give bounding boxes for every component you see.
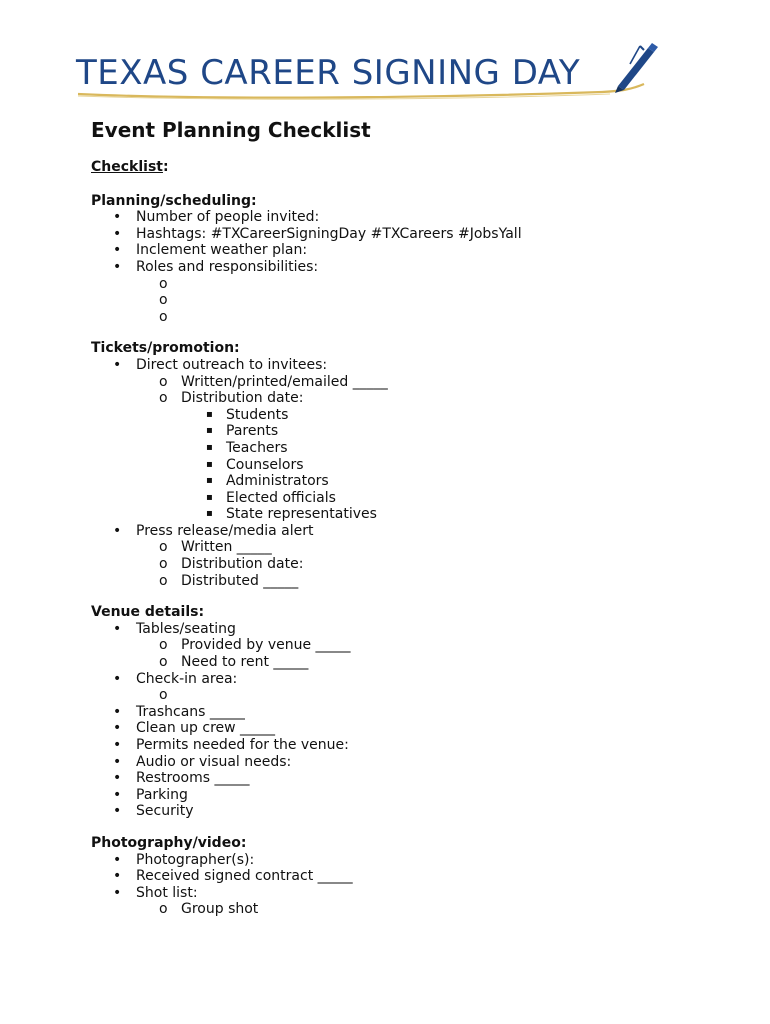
checklist-level-2 bbox=[136, 637, 731, 670]
circle-marker: o bbox=[159, 901, 168, 918]
texas-career-signing-day-logo bbox=[70, 40, 660, 102]
section-title: Tickets/promotion: bbox=[91, 340, 240, 357]
bullet-marker: • bbox=[113, 703, 122, 720]
checklist-item-text: Elected officials bbox=[226, 489, 336, 506]
checklist-item-text: Distributed _____ bbox=[181, 572, 299, 589]
checklist-item-text: Parking bbox=[136, 786, 188, 803]
square-marker: ▪ bbox=[206, 425, 213, 437]
checklist-item-text: Need to rent _____ bbox=[181, 654, 309, 671]
pen-icon bbox=[615, 43, 658, 93]
section-title: Planning/scheduling: bbox=[91, 192, 257, 209]
checklist-label: Checklist bbox=[91, 159, 163, 175]
square-marker: ▪ bbox=[206, 441, 213, 453]
checklist-item bbox=[91, 490, 731, 507]
checklist-item-text: Counselors bbox=[226, 456, 304, 473]
checklist-heading bbox=[91, 159, 731, 176]
checklist-item bbox=[91, 787, 731, 804]
checklist-item bbox=[91, 754, 731, 771]
checklist-item-text: Shot list: bbox=[136, 884, 198, 901]
bullet-marker: • bbox=[113, 786, 122, 803]
bullet-marker: • bbox=[113, 884, 122, 901]
checklist-section bbox=[91, 835, 731, 918]
checklist-item bbox=[91, 621, 731, 671]
circle-marker: o bbox=[159, 292, 168, 309]
checklist-item bbox=[91, 868, 731, 885]
checklist-item-text: Parents bbox=[226, 423, 279, 440]
checklist-item bbox=[91, 770, 731, 787]
checklist-item bbox=[91, 803, 731, 820]
checklist-level-1 bbox=[91, 357, 731, 589]
checklist-item-text bbox=[181, 687, 731, 704]
circle-marker: o bbox=[159, 275, 168, 292]
circle-marker: o bbox=[159, 539, 168, 556]
page-title: Event Planning Checklist bbox=[91, 118, 371, 142]
checklist-item-text: Teachers bbox=[226, 439, 288, 456]
bullet-marker: • bbox=[113, 737, 122, 753]
checklist-item-text bbox=[181, 292, 731, 309]
checklist-item-text: Written/printed/emailed _____ bbox=[181, 373, 388, 390]
checklist-item-text: Students bbox=[226, 406, 289, 423]
checklist-item-text: Restrooms _____ bbox=[136, 770, 250, 787]
bullet-marker: • bbox=[113, 209, 122, 226]
checklist-item-text: Provided by venue _____ bbox=[181, 637, 351, 654]
checklist-item bbox=[91, 737, 731, 754]
checklist-level-2 bbox=[136, 687, 731, 704]
circle-marker: o bbox=[159, 390, 168, 407]
checklist-item bbox=[91, 671, 731, 704]
section-title: Venue details: bbox=[91, 604, 205, 621]
bullet-marker: • bbox=[113, 670, 122, 687]
checklist-item bbox=[91, 242, 731, 259]
square-marker: ▪ bbox=[206, 458, 213, 470]
checklist-item-text: Inclement weather plan: bbox=[136, 242, 308, 259]
checklist-item-text: Roles and responsibilities: bbox=[136, 258, 319, 275]
checklist-item bbox=[91, 309, 731, 326]
checklist-item bbox=[91, 852, 731, 869]
bullet-marker: • bbox=[113, 620, 122, 637]
checklist-level-1 bbox=[91, 621, 731, 820]
checklist-item-text: Photographer(s): bbox=[136, 851, 255, 868]
bullet-marker: • bbox=[113, 868, 122, 885]
checklist-item bbox=[91, 506, 731, 523]
checklist-item bbox=[91, 259, 731, 325]
checklist-item bbox=[91, 209, 731, 226]
circle-marker: o bbox=[159, 556, 168, 573]
checklist-item bbox=[91, 523, 731, 589]
checklist-item bbox=[91, 637, 731, 654]
bullet-marker: • bbox=[113, 225, 122, 242]
checklist-item bbox=[91, 357, 731, 523]
checklist-item-text: Received signed contract _____ bbox=[136, 868, 353, 885]
checklist-item-text: Audio or visual needs: bbox=[136, 753, 292, 770]
checklist-item-text: Administrators bbox=[226, 473, 329, 490]
checklist-item bbox=[91, 539, 731, 556]
checklist-item-text: Permits needed for the venue: bbox=[136, 737, 349, 753]
checklist-item bbox=[91, 720, 731, 737]
checklist-item bbox=[91, 654, 731, 671]
checklist-level-2 bbox=[136, 539, 731, 589]
checklist-item bbox=[91, 276, 731, 293]
square-marker: ▪ bbox=[206, 475, 213, 487]
checklist-colon: : bbox=[162, 159, 169, 175]
checklist-item-text: Direct outreach to invitees: bbox=[136, 356, 328, 373]
checklist-item-text: Distribution date: bbox=[181, 390, 304, 407]
checklist-item-text: Check-in area: bbox=[136, 670, 238, 687]
checklist-item-text: Group shot bbox=[181, 901, 259, 918]
bullet-marker: • bbox=[113, 258, 122, 275]
checklist-sections bbox=[91, 193, 731, 918]
checklist-item bbox=[91, 556, 731, 573]
bullet-marker: • bbox=[113, 753, 122, 770]
checklist-item bbox=[91, 573, 731, 590]
bullet-marker: • bbox=[113, 356, 122, 373]
checklist-level-3 bbox=[181, 407, 731, 523]
circle-marker: o bbox=[159, 637, 168, 654]
bullet-marker: • bbox=[113, 803, 122, 820]
square-marker: ▪ bbox=[206, 491, 213, 503]
checklist-level-2 bbox=[136, 901, 731, 918]
checklist-item bbox=[91, 687, 731, 704]
circle-marker: o bbox=[159, 308, 168, 325]
checklist-level-2 bbox=[136, 374, 731, 523]
bullet-marker: • bbox=[113, 720, 122, 737]
checklist-item bbox=[91, 457, 731, 474]
bullet-marker: • bbox=[113, 851, 122, 868]
checklist-item bbox=[91, 473, 731, 490]
checklist-item bbox=[91, 423, 731, 440]
checklist-level-2 bbox=[136, 276, 731, 326]
checklist-item bbox=[91, 440, 731, 457]
checklist-item bbox=[91, 407, 731, 424]
square-marker: ▪ bbox=[206, 408, 213, 420]
checklist-item-text bbox=[181, 309, 731, 326]
checklist-item bbox=[91, 704, 731, 721]
checklist-level-1 bbox=[91, 209, 731, 325]
checklist-item-text: Written _____ bbox=[181, 539, 272, 556]
logo-wordmark: TEXAS CAREER SIGNING DAY bbox=[76, 53, 581, 93]
checklist-item-text: Hashtags: #TXCareerSigningDay #TXCareers #JobsYall bbox=[136, 225, 522, 242]
section-title: Photography/video: bbox=[91, 834, 247, 851]
checklist-item-text: Tables/seating bbox=[136, 620, 236, 637]
checklist-level-1 bbox=[91, 852, 731, 918]
circle-marker: o bbox=[159, 654, 168, 671]
bullet-marker: • bbox=[113, 770, 122, 787]
checklist-item bbox=[91, 885, 731, 918]
square-marker: ▪ bbox=[206, 508, 213, 520]
checklist-item-text: Trashcans _____ bbox=[136, 703, 245, 720]
bullet-marker: • bbox=[113, 522, 122, 539]
checklist-content bbox=[91, 115, 731, 933]
checklist-item-text: Press release/media alert bbox=[136, 522, 314, 539]
checklist-section bbox=[91, 604, 731, 820]
checklist-item bbox=[91, 901, 731, 918]
checklist-item-text: State representatives bbox=[226, 506, 377, 523]
checklist-section bbox=[91, 340, 731, 589]
circle-marker: o bbox=[159, 687, 168, 704]
checklist-item-text bbox=[181, 276, 731, 293]
checklist-item bbox=[91, 292, 731, 309]
checklist-item bbox=[91, 374, 731, 391]
checklist-item-text: Security bbox=[136, 803, 194, 820]
bullet-marker: • bbox=[113, 242, 122, 259]
checklist-item-text: Clean up crew _____ bbox=[136, 720, 276, 737]
checklist-item bbox=[91, 390, 731, 523]
checklist-item-text: Distribution date: bbox=[181, 556, 304, 573]
circle-marker: o bbox=[159, 572, 168, 589]
checklist-section bbox=[91, 193, 731, 326]
checklist-item-text: Number of people invited: bbox=[136, 209, 320, 226]
checklist-item bbox=[91, 226, 731, 243]
circle-marker: o bbox=[159, 373, 168, 390]
